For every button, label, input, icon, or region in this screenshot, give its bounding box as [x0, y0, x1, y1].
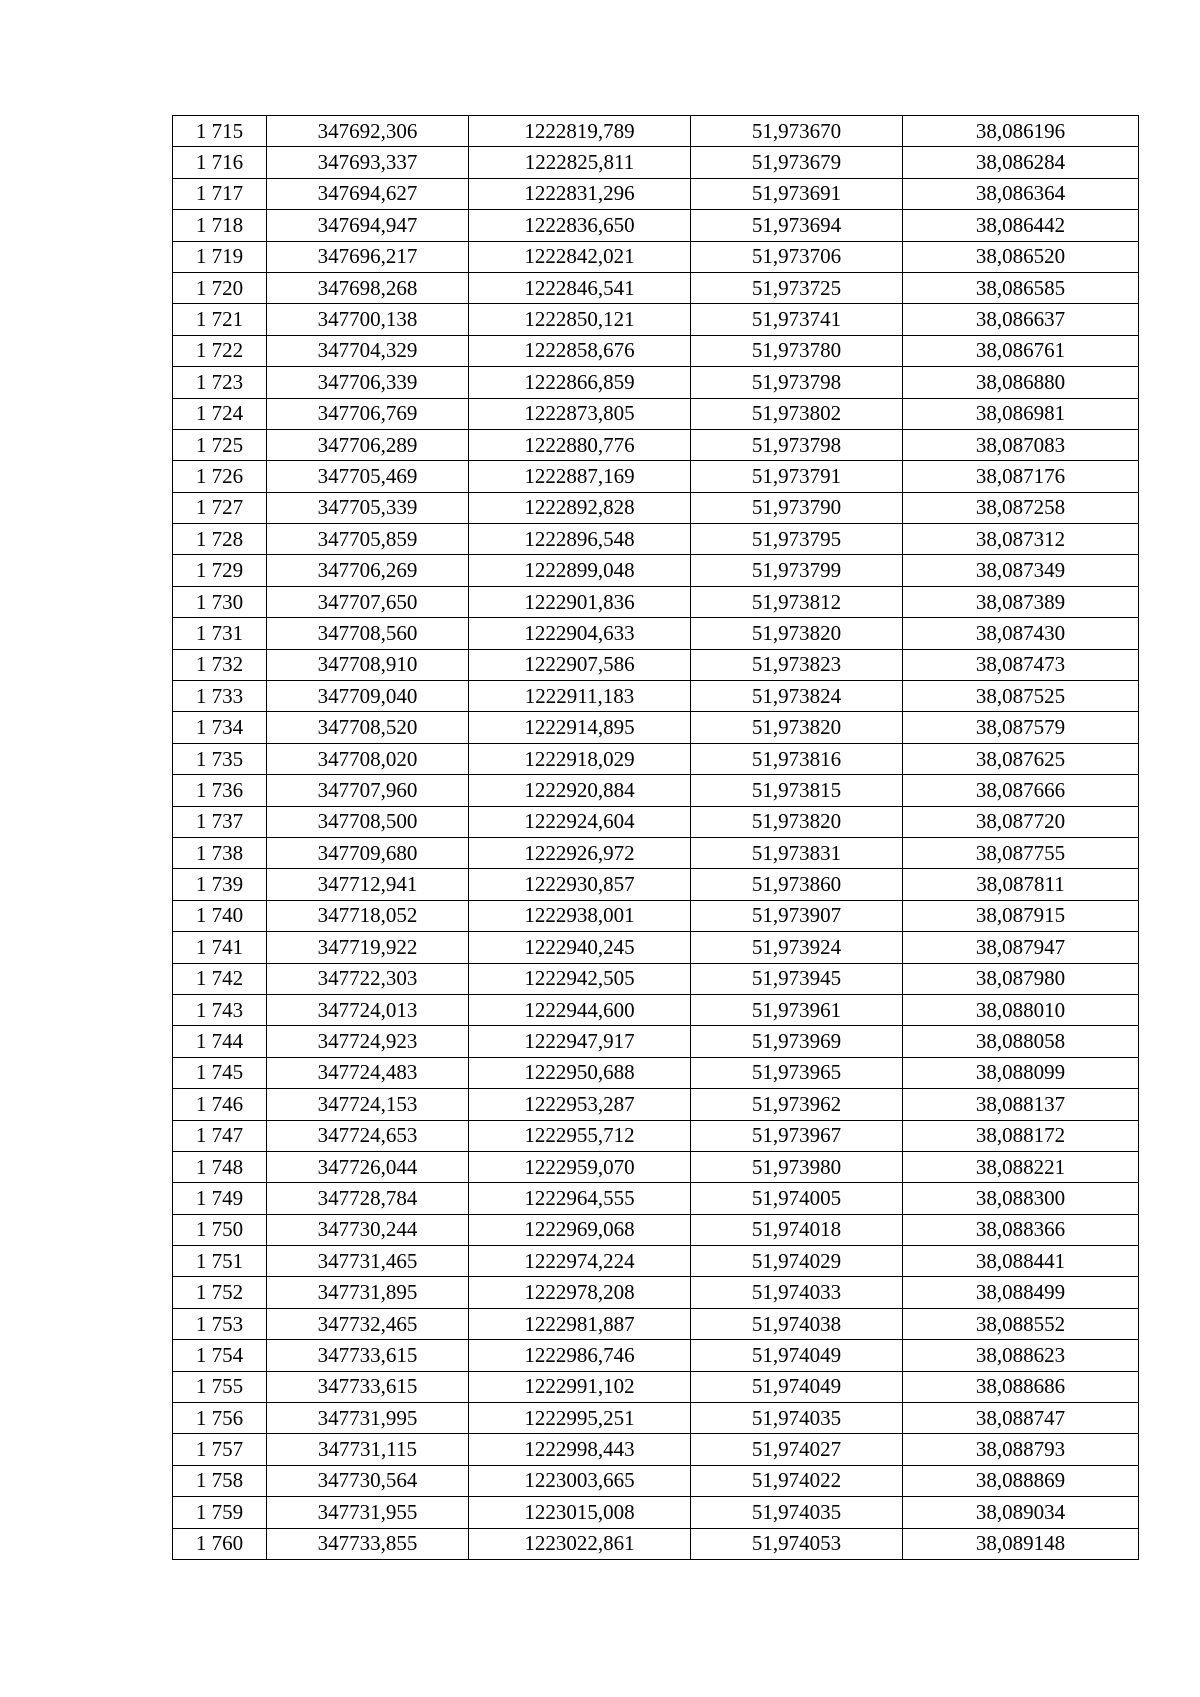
latitude-cell: 51,973907	[691, 900, 903, 931]
table-row	[173, 712, 1139, 743]
x-coordinate-cell: 347708,560	[267, 618, 469, 649]
latitude-cell: 51,974038	[691, 1308, 903, 1339]
table-row	[173, 586, 1139, 617]
table-row	[173, 492, 1139, 523]
longitude-cell: 38,086364	[903, 178, 1139, 209]
latitude-cell: 51,973679	[691, 147, 903, 178]
longitude-cell: 38,087666	[903, 775, 1139, 806]
y-coordinate-cell: 1222887,169	[469, 461, 691, 492]
x-coordinate-cell: 347694,627	[267, 178, 469, 209]
longitude-cell: 38,087176	[903, 461, 1139, 492]
latitude-cell: 51,973962	[691, 1089, 903, 1120]
latitude-cell: 51,973823	[691, 649, 903, 680]
x-coordinate-cell: 347733,855	[267, 1528, 469, 1559]
longitude-cell: 38,086637	[903, 304, 1139, 335]
x-coordinate-cell: 347731,115	[267, 1434, 469, 1465]
y-coordinate-cell: 1222825,811	[469, 147, 691, 178]
x-coordinate-cell: 347731,995	[267, 1403, 469, 1434]
point-number-cell: 1 738	[173, 837, 267, 868]
latitude-cell: 51,973945	[691, 963, 903, 994]
longitude-cell: 38,087473	[903, 649, 1139, 680]
longitude-cell: 38,086880	[903, 367, 1139, 398]
longitude-cell: 38,087625	[903, 743, 1139, 774]
point-number-cell: 1 733	[173, 681, 267, 712]
point-number-cell: 1 760	[173, 1528, 267, 1559]
y-coordinate-cell: 1222907,586	[469, 649, 691, 680]
y-coordinate-cell: 1222974,224	[469, 1246, 691, 1277]
point-number-cell: 1 752	[173, 1277, 267, 1308]
table-row	[173, 1214, 1139, 1245]
longitude-cell: 38,087720	[903, 806, 1139, 837]
latitude-cell: 51,973725	[691, 272, 903, 303]
y-coordinate-cell: 1222842,021	[469, 241, 691, 272]
longitude-cell: 38,088366	[903, 1214, 1139, 1245]
latitude-cell: 51,973980	[691, 1151, 903, 1182]
longitude-cell: 38,088137	[903, 1089, 1139, 1120]
latitude-cell: 51,974005	[691, 1183, 903, 1214]
y-coordinate-cell: 1222986,746	[469, 1340, 691, 1371]
x-coordinate-cell: 347706,769	[267, 398, 469, 429]
y-coordinate-cell: 1223015,008	[469, 1497, 691, 1528]
y-coordinate-cell: 1222920,884	[469, 775, 691, 806]
table-row	[173, 1497, 1139, 1528]
latitude-cell: 51,973791	[691, 461, 903, 492]
table-row	[173, 900, 1139, 931]
longitude-cell: 38,087915	[903, 900, 1139, 931]
y-coordinate-cell: 1222942,505	[469, 963, 691, 994]
longitude-cell: 38,087947	[903, 932, 1139, 963]
table-row	[173, 681, 1139, 712]
table-row	[173, 1528, 1139, 1559]
longitude-cell: 38,089034	[903, 1497, 1139, 1528]
latitude-cell: 51,974049	[691, 1340, 903, 1371]
y-coordinate-cell: 1222981,887	[469, 1308, 691, 1339]
x-coordinate-cell: 347705,469	[267, 461, 469, 492]
longitude-cell: 38,088869	[903, 1465, 1139, 1496]
point-number-cell: 1 727	[173, 492, 267, 523]
latitude-cell: 51,974053	[691, 1528, 903, 1559]
y-coordinate-cell: 1222858,676	[469, 335, 691, 366]
latitude-cell: 51,973824	[691, 681, 903, 712]
y-coordinate-cell: 1222911,183	[469, 681, 691, 712]
longitude-cell: 38,087525	[903, 681, 1139, 712]
table-row	[173, 618, 1139, 649]
table-row	[173, 1403, 1139, 1434]
longitude-cell: 38,087755	[903, 837, 1139, 868]
point-number-cell: 1 751	[173, 1246, 267, 1277]
x-coordinate-cell: 347724,483	[267, 1057, 469, 1088]
y-coordinate-cell: 1222866,859	[469, 367, 691, 398]
y-coordinate-cell: 1222896,548	[469, 524, 691, 555]
longitude-cell: 38,088441	[903, 1246, 1139, 1277]
x-coordinate-cell: 347722,303	[267, 963, 469, 994]
latitude-cell: 51,973820	[691, 806, 903, 837]
latitude-cell: 51,973820	[691, 712, 903, 743]
y-coordinate-cell: 1222880,776	[469, 429, 691, 460]
x-coordinate-cell: 347708,910	[267, 649, 469, 680]
table-row	[173, 1371, 1139, 1402]
longitude-cell: 38,086761	[903, 335, 1139, 366]
table-row	[173, 1434, 1139, 1465]
table-row	[173, 1026, 1139, 1057]
y-coordinate-cell: 1222959,070	[469, 1151, 691, 1182]
latitude-cell: 51,973816	[691, 743, 903, 774]
point-number-cell: 1 750	[173, 1214, 267, 1245]
longitude-cell: 38,087980	[903, 963, 1139, 994]
point-number-cell: 1 756	[173, 1403, 267, 1434]
point-number-cell: 1 739	[173, 869, 267, 900]
latitude-cell: 51,973860	[691, 869, 903, 900]
latitude-cell: 51,973831	[691, 837, 903, 868]
latitude-cell: 51,973798	[691, 429, 903, 460]
point-number-cell: 1 716	[173, 147, 267, 178]
longitude-cell: 38,088552	[903, 1308, 1139, 1339]
longitude-cell: 38,086520	[903, 241, 1139, 272]
table-row	[173, 649, 1139, 680]
table-row	[173, 775, 1139, 806]
latitude-cell: 51,974035	[691, 1403, 903, 1434]
point-number-cell: 1 718	[173, 210, 267, 241]
table-row	[173, 743, 1139, 774]
x-coordinate-cell: 347706,339	[267, 367, 469, 398]
longitude-cell: 38,087389	[903, 586, 1139, 617]
latitude-cell: 51,973780	[691, 335, 903, 366]
longitude-cell: 38,088099	[903, 1057, 1139, 1088]
y-coordinate-cell: 1222947,917	[469, 1026, 691, 1057]
longitude-cell: 38,088793	[903, 1434, 1139, 1465]
point-number-cell: 1 747	[173, 1120, 267, 1151]
latitude-cell: 51,973694	[691, 210, 903, 241]
table-row	[173, 461, 1139, 492]
x-coordinate-cell: 347724,653	[267, 1120, 469, 1151]
latitude-cell: 51,973691	[691, 178, 903, 209]
longitude-cell: 38,087811	[903, 869, 1139, 900]
table-row	[173, 1246, 1139, 1277]
latitude-cell: 51,974027	[691, 1434, 903, 1465]
x-coordinate-cell: 347693,337	[267, 147, 469, 178]
point-number-cell: 1 717	[173, 178, 267, 209]
latitude-cell: 51,973961	[691, 994, 903, 1025]
point-number-cell: 1 725	[173, 429, 267, 460]
table-row	[173, 1340, 1139, 1371]
table-row	[173, 994, 1139, 1025]
point-number-cell: 1 740	[173, 900, 267, 931]
latitude-cell: 51,973802	[691, 398, 903, 429]
table-row	[173, 210, 1139, 241]
x-coordinate-cell: 347706,289	[267, 429, 469, 460]
point-number-cell: 1 732	[173, 649, 267, 680]
latitude-cell: 51,973799	[691, 555, 903, 586]
point-number-cell: 1 748	[173, 1151, 267, 1182]
coordinates-table	[172, 115, 1139, 1560]
table-row	[173, 1089, 1139, 1120]
table-row	[173, 1151, 1139, 1182]
table-row	[173, 806, 1139, 837]
longitude-cell: 38,088499	[903, 1277, 1139, 1308]
point-number-cell: 1 722	[173, 335, 267, 366]
table-row	[173, 555, 1139, 586]
longitude-cell: 38,088058	[903, 1026, 1139, 1057]
x-coordinate-cell: 347731,895	[267, 1277, 469, 1308]
y-coordinate-cell: 1222904,633	[469, 618, 691, 649]
table-row	[173, 1183, 1139, 1214]
y-coordinate-cell: 1222995,251	[469, 1403, 691, 1434]
longitude-cell: 38,088010	[903, 994, 1139, 1025]
point-number-cell: 1 744	[173, 1026, 267, 1057]
y-coordinate-cell: 1222944,600	[469, 994, 691, 1025]
x-coordinate-cell: 347731,955	[267, 1497, 469, 1528]
longitude-cell: 38,087258	[903, 492, 1139, 523]
point-number-cell: 1 734	[173, 712, 267, 743]
point-number-cell: 1 742	[173, 963, 267, 994]
y-coordinate-cell: 1222969,068	[469, 1214, 691, 1245]
table-row	[173, 116, 1139, 147]
y-coordinate-cell: 1222964,555	[469, 1183, 691, 1214]
longitude-cell: 38,088172	[903, 1120, 1139, 1151]
table-row	[173, 1120, 1139, 1151]
latitude-cell: 51,973815	[691, 775, 903, 806]
table-row	[173, 367, 1139, 398]
table-row	[173, 1277, 1139, 1308]
table-row	[173, 398, 1139, 429]
latitude-cell: 51,973812	[691, 586, 903, 617]
longitude-cell: 38,087349	[903, 555, 1139, 586]
x-coordinate-cell: 347708,520	[267, 712, 469, 743]
longitude-cell: 38,086196	[903, 116, 1139, 147]
y-coordinate-cell: 1222938,001	[469, 900, 691, 931]
latitude-cell: 51,974029	[691, 1246, 903, 1277]
x-coordinate-cell: 347728,784	[267, 1183, 469, 1214]
x-coordinate-cell: 347706,269	[267, 555, 469, 586]
point-number-cell: 1 728	[173, 524, 267, 555]
y-coordinate-cell: 1223003,665	[469, 1465, 691, 1496]
point-number-cell: 1 720	[173, 272, 267, 303]
table-row	[173, 147, 1139, 178]
x-coordinate-cell: 347730,564	[267, 1465, 469, 1496]
latitude-cell: 51,974035	[691, 1497, 903, 1528]
table-row	[173, 241, 1139, 272]
point-number-cell: 1 723	[173, 367, 267, 398]
x-coordinate-cell: 347694,947	[267, 210, 469, 241]
point-number-cell: 1 758	[173, 1465, 267, 1496]
table-row	[173, 1465, 1139, 1496]
y-coordinate-cell: 1222899,048	[469, 555, 691, 586]
point-number-cell: 1 757	[173, 1434, 267, 1465]
y-coordinate-cell: 1222924,604	[469, 806, 691, 837]
y-coordinate-cell: 1222836,650	[469, 210, 691, 241]
latitude-cell: 51,973795	[691, 524, 903, 555]
y-coordinate-cell: 1222998,443	[469, 1434, 691, 1465]
longitude-cell: 38,086585	[903, 272, 1139, 303]
x-coordinate-cell: 347731,465	[267, 1246, 469, 1277]
coordinates-table-body	[173, 116, 1139, 1560]
y-coordinate-cell: 1222950,688	[469, 1057, 691, 1088]
y-coordinate-cell: 1222914,895	[469, 712, 691, 743]
x-coordinate-cell: 347709,040	[267, 681, 469, 712]
latitude-cell: 51,973790	[691, 492, 903, 523]
latitude-cell: 51,973924	[691, 932, 903, 963]
x-coordinate-cell: 347705,859	[267, 524, 469, 555]
x-coordinate-cell: 347698,268	[267, 272, 469, 303]
x-coordinate-cell: 347704,329	[267, 335, 469, 366]
x-coordinate-cell: 347732,465	[267, 1308, 469, 1339]
latitude-cell: 51,974022	[691, 1465, 903, 1496]
x-coordinate-cell: 347705,339	[267, 492, 469, 523]
point-number-cell: 1 721	[173, 304, 267, 335]
x-coordinate-cell: 347719,922	[267, 932, 469, 963]
latitude-cell: 51,973741	[691, 304, 903, 335]
longitude-cell: 38,087430	[903, 618, 1139, 649]
x-coordinate-cell: 347724,923	[267, 1026, 469, 1057]
latitude-cell: 51,973967	[691, 1120, 903, 1151]
x-coordinate-cell: 347700,138	[267, 304, 469, 335]
longitude-cell: 38,088221	[903, 1151, 1139, 1182]
latitude-cell: 51,973706	[691, 241, 903, 272]
latitude-cell: 51,973969	[691, 1026, 903, 1057]
longitude-cell: 38,089148	[903, 1528, 1139, 1559]
longitude-cell: 38,087579	[903, 712, 1139, 743]
point-number-cell: 1 730	[173, 586, 267, 617]
x-coordinate-cell: 347724,153	[267, 1089, 469, 1120]
table-row	[173, 304, 1139, 335]
y-coordinate-cell: 1222940,245	[469, 932, 691, 963]
y-coordinate-cell: 1222978,208	[469, 1277, 691, 1308]
table-row	[173, 272, 1139, 303]
point-number-cell: 1 759	[173, 1497, 267, 1528]
longitude-cell: 38,088686	[903, 1371, 1139, 1402]
longitude-cell: 38,088300	[903, 1183, 1139, 1214]
table-row	[173, 178, 1139, 209]
y-coordinate-cell: 1222892,828	[469, 492, 691, 523]
y-coordinate-cell: 1222846,541	[469, 272, 691, 303]
x-coordinate-cell: 347692,306	[267, 116, 469, 147]
longitude-cell: 38,087083	[903, 429, 1139, 460]
y-coordinate-cell: 1222926,972	[469, 837, 691, 868]
point-number-cell: 1 724	[173, 398, 267, 429]
table-row	[173, 869, 1139, 900]
x-coordinate-cell: 347718,052	[267, 900, 469, 931]
y-coordinate-cell: 1222873,805	[469, 398, 691, 429]
x-coordinate-cell: 347707,960	[267, 775, 469, 806]
table-row	[173, 524, 1139, 555]
x-coordinate-cell: 347724,013	[267, 994, 469, 1025]
point-number-cell: 1 715	[173, 116, 267, 147]
x-coordinate-cell: 347708,020	[267, 743, 469, 774]
point-number-cell: 1 743	[173, 994, 267, 1025]
point-number-cell: 1 737	[173, 806, 267, 837]
y-coordinate-cell: 1222831,296	[469, 178, 691, 209]
table-row	[173, 1308, 1139, 1339]
latitude-cell: 51,973670	[691, 116, 903, 147]
x-coordinate-cell: 347707,650	[267, 586, 469, 617]
longitude-cell: 38,086442	[903, 210, 1139, 241]
y-coordinate-cell: 1222918,029	[469, 743, 691, 774]
table-row	[173, 837, 1139, 868]
y-coordinate-cell: 1222991,102	[469, 1371, 691, 1402]
point-number-cell: 1 755	[173, 1371, 267, 1402]
longitude-cell: 38,088747	[903, 1403, 1139, 1434]
x-coordinate-cell: 347708,500	[267, 806, 469, 837]
latitude-cell: 51,974049	[691, 1371, 903, 1402]
latitude-cell: 51,973965	[691, 1057, 903, 1088]
table-row	[173, 429, 1139, 460]
x-coordinate-cell: 347696,217	[267, 241, 469, 272]
y-coordinate-cell: 1222930,857	[469, 869, 691, 900]
point-number-cell: 1 736	[173, 775, 267, 806]
y-coordinate-cell: 1223022,861	[469, 1528, 691, 1559]
point-number-cell: 1 741	[173, 932, 267, 963]
point-number-cell: 1 726	[173, 461, 267, 492]
y-coordinate-cell: 1222953,287	[469, 1089, 691, 1120]
latitude-cell: 51,974033	[691, 1277, 903, 1308]
point-number-cell: 1 754	[173, 1340, 267, 1371]
y-coordinate-cell: 1222901,836	[469, 586, 691, 617]
table-row	[173, 1057, 1139, 1088]
point-number-cell: 1 729	[173, 555, 267, 586]
latitude-cell: 51,973798	[691, 367, 903, 398]
x-coordinate-cell: 347709,680	[267, 837, 469, 868]
latitude-cell: 51,973820	[691, 618, 903, 649]
x-coordinate-cell: 347733,615	[267, 1340, 469, 1371]
point-number-cell: 1 753	[173, 1308, 267, 1339]
longitude-cell: 38,086981	[903, 398, 1139, 429]
longitude-cell: 38,088623	[903, 1340, 1139, 1371]
table-row	[173, 963, 1139, 994]
point-number-cell: 1 731	[173, 618, 267, 649]
point-number-cell: 1 749	[173, 1183, 267, 1214]
point-number-cell: 1 746	[173, 1089, 267, 1120]
x-coordinate-cell: 347726,044	[267, 1151, 469, 1182]
y-coordinate-cell: 1222819,789	[469, 116, 691, 147]
latitude-cell: 51,974018	[691, 1214, 903, 1245]
y-coordinate-cell: 1222850,121	[469, 304, 691, 335]
x-coordinate-cell: 347712,941	[267, 869, 469, 900]
longitude-cell: 38,087312	[903, 524, 1139, 555]
point-number-cell: 1 745	[173, 1057, 267, 1088]
point-number-cell: 1 735	[173, 743, 267, 774]
y-coordinate-cell: 1222955,712	[469, 1120, 691, 1151]
point-number-cell: 1 719	[173, 241, 267, 272]
x-coordinate-cell: 347733,615	[267, 1371, 469, 1402]
x-coordinate-cell: 347730,244	[267, 1214, 469, 1245]
table-row	[173, 932, 1139, 963]
longitude-cell: 38,086284	[903, 147, 1139, 178]
table-row	[173, 335, 1139, 366]
